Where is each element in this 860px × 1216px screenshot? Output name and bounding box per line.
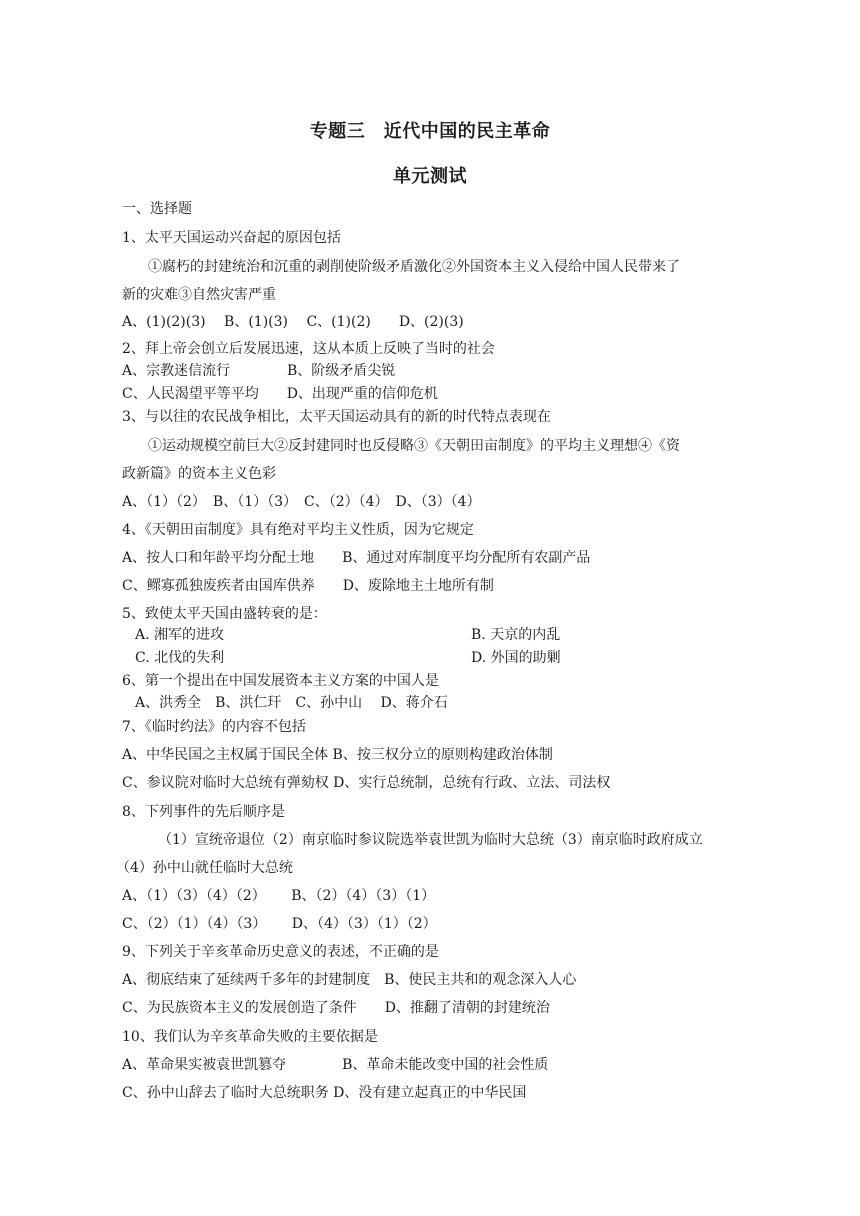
question-stem: 7、《临时约法》的内容不包括 [122,719,306,735]
question-options: C、为民族资本主义的发展创造了条件 D、推翻了清朝的封建统治 [122,1000,550,1016]
page-title: 专题三 近代中国的民主革命 [309,121,551,142]
question-detail: 新的灾难③自然灾害严重 [122,287,276,303]
option-b: B. 天京的内乱 [471,627,561,643]
question-stem: 3、与以往的农民战争相比，太平天国运动具有的新的时代特点表现在 [122,409,551,425]
question-stem: 10、我们认为辛亥革命失败的主要依据是 [122,1029,378,1045]
question-options: A、（1）（2） B、（1）（3） C、（2）（4） D、（3）（4） [122,494,481,510]
question-stem: 5、致使太平天国由盛转衰的是： [122,606,327,622]
question-options: C、（2）（1）（4）（3） D、（4）（3）（1）（2） [122,916,437,932]
question-stem: 2、拜上帝会创立后发展迅速，这从本质上反映了当时的社会 [122,341,495,357]
question-stem: 6、第一个提出在中国发展资本主义方案的中国人是 [122,673,439,689]
question-options: A、洪秀全 B、洪仁玕 C、孙中山 D、蒋介石 [135,695,448,711]
question-options: A、革命果实被袁世凯篡夺 B、革命未能改变中国的社会性质 [122,1057,549,1073]
option-c: C. 北伐的失利 [135,650,225,666]
question-stem: 1、太平天国运动兴奋起的原因包括 [122,230,341,246]
question-stem: 8、下列事件的先后顺序是 [122,804,285,820]
option-a: A、宗教迷信流行 [122,363,231,379]
question-options: A、中华民国之主权属于国民全体 B、按三权分立的原则构建政治体制 [122,747,553,763]
question-options: C、参议院对临时大总统有弹劾权 D、实行总统制，总统有行政、立法、司法权 [122,775,611,791]
question-options: A、按人口和年龄平均分配土地 B、通过对库制度平均分配所有农副产品 [122,550,591,566]
question-options: A、彻底结束了延续两千多年的封建制度 B、使民主共和的观念深入人心 [122,972,577,988]
option-a: A. 湘军的进攻 [135,627,225,643]
question-options: C、人民渴望平等平均 D、出现严重的信仰危机 [122,386,438,402]
question-options: A、（1）（3）（4）（2） B、（2）（4）（3）（1） [122,888,436,904]
question-detail: ①腐朽的封建统治和沉重的剥削使阶级矛盾激化②外国资本主义入侵给中国人民带来了 [148,259,680,275]
section-heading: 一、选择题 [122,201,192,217]
page-subtitle: 单元测试 [393,166,467,187]
question-detail: （4）孙中山就任临时大总统 [116,860,293,876]
question-detail: （1）宣统帝退位（2）南京临时参议院选举袁世凯为临时大总统（3）南京临时政府成立 [158,832,703,848]
question-stem: 4、《天朝田亩制度》具有绝对平均主义性质，因为它规定 [122,522,474,538]
question-options: C、鳏寡孤独废疾者由国库供养 D、废除地主土地所有制 [122,578,494,594]
question-options: A、(1)(2)(3) B、(1)(3) C、(1)(2) D、(2)(3) [122,314,464,330]
option-b: B、阶级矛盾尖锐 [287,363,396,379]
question-detail: ①运动规模空前巨大②反封建同时也反侵略③《天朝田亩制度》的平均主义理想④《资 [148,438,680,454]
option-d: D. 外国的助剿 [471,650,561,666]
question-stem: 9、下列关于辛亥革命历史意义的表述，不正确的是 [122,944,439,960]
question-options: C、孙中山辞去了临时大总统职务 D、没有建立起真正的中华民国 [122,1085,527,1101]
question-detail: 政新篇》的资本主义色彩 [122,466,276,482]
